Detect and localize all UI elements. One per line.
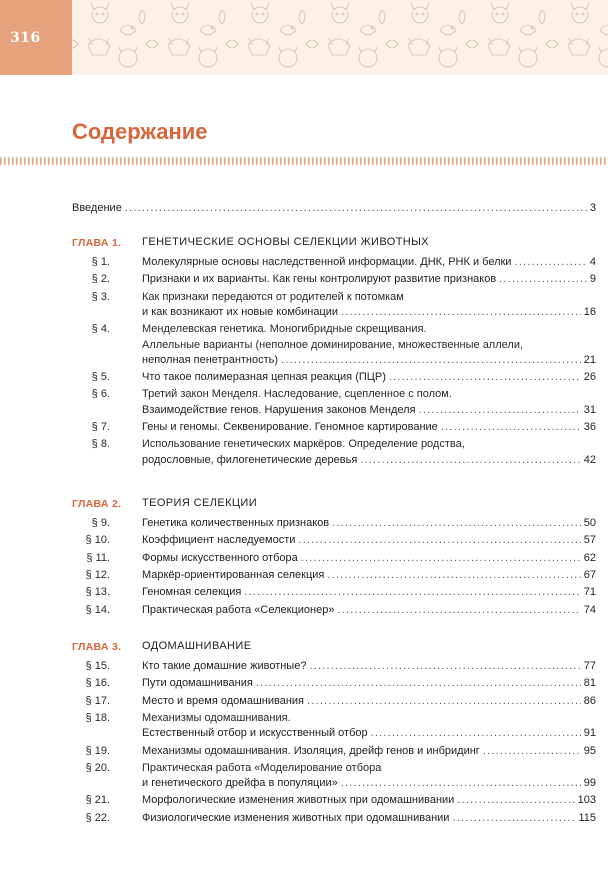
section-number: § 21. — [85, 794, 110, 807]
section-number: § 22. — [85, 811, 110, 824]
chapter-label: ГЛАВА 2. — [72, 498, 122, 510]
leader-dots — [327, 568, 580, 582]
toc-entry-line — [142, 255, 596, 269]
toc-page-number: 74 — [583, 603, 596, 616]
toc-page-number: 95 — [583, 744, 596, 757]
toc-entry-text: и как возникают их новые комбинации — [142, 305, 339, 318]
chapter-label: ГЛАВА 3. — [72, 641, 122, 653]
chapter-title: ГЕНЕТИЧЕСКИЕ ОСНОВЫ СЕЛЕКЦИИ ЖИВОТНЫХ — [142, 236, 430, 248]
leader-dots — [360, 453, 580, 467]
section-number: § 19. — [85, 744, 110, 757]
leader-dots — [419, 403, 581, 417]
toc-entry-text: Введение — [72, 202, 122, 214]
toc-entry-line — [142, 694, 596, 708]
title-divider — [0, 157, 608, 165]
toc-entry-text: Формы искусственного отбора — [142, 551, 298, 564]
toc-entry-text: Физиологические изменения животных при одомашнивании — [142, 811, 450, 824]
toc-entry-line — [142, 403, 596, 417]
toc-page-number: 42 — [583, 453, 596, 466]
toc-entry-text: Место и время одомашнивания — [142, 694, 304, 707]
toc-entry-text: Взаимодействие генов. Нарушения законов Менделя — [142, 403, 416, 416]
toc-entry-text: Генетика количественных признаков — [142, 517, 330, 529]
toc-entry-line — [142, 370, 596, 384]
page-title: Содержание — [72, 119, 208, 144]
toc-page-number: 9 — [589, 273, 596, 286]
toc-page-number: 67 — [583, 568, 596, 581]
leader-dots — [452, 811, 575, 825]
toc-entry-text: Механизмы одомашнивания. Изоляция, дрейф генов и инбридинг — [142, 744, 480, 757]
toc-entry-text: Морфологические изменения животных при одомашнивании — [142, 794, 455, 807]
leader-dots — [309, 659, 580, 673]
toc-page-number: 50 — [583, 517, 596, 529]
leader-dots — [371, 726, 581, 740]
toc-entry-line — [142, 744, 596, 758]
toc-page-number: 3 — [589, 202, 596, 214]
toc-entry-text: Признаки и их варианты. Как гены контролируют развитие признаков — [142, 273, 497, 286]
toc-entry-line — [142, 659, 596, 673]
toc-entry-line — [142, 776, 596, 790]
leader-dots — [514, 255, 586, 269]
page-number-box — [0, 0, 72, 75]
toc-page-number: 16 — [583, 305, 596, 318]
toc-entry-text: Практическая работа «Моделирование отбора — [142, 761, 382, 774]
toc-page-number: 71 — [583, 586, 596, 599]
toc-entry-line — [142, 516, 596, 530]
toc-page-number: 4 — [589, 256, 596, 268]
toc-entry-line — [142, 353, 596, 367]
toc-entry-line — [142, 551, 596, 565]
toc-page-number: 86 — [583, 694, 596, 707]
toc-page-number: 99 — [583, 777, 596, 790]
section-number: § 17. — [85, 694, 110, 707]
toc-entry-text: Коэффициент наследуемости — [142, 534, 296, 547]
chapter-title: ОДОМАШНИВАНИЕ — [142, 640, 252, 652]
toc-entry-line — [142, 585, 596, 599]
toc-entry-line — [142, 305, 596, 319]
leader-dots — [244, 585, 580, 599]
page-number: 316 — [10, 30, 41, 46]
leader-dots — [441, 420, 581, 434]
leader-dots — [332, 516, 581, 530]
toc-entry-text: Механизмы одомашнивания. — [142, 711, 291, 724]
section-number: § 6. — [91, 388, 110, 401]
toc-entry-line — [142, 533, 596, 547]
toc-entry-line — [142, 568, 596, 582]
toc-entry-text: Как признаки передаются от родителей к потомкам — [142, 290, 404, 303]
section-number: § 7. — [91, 421, 110, 433]
leader-dots — [125, 201, 587, 215]
toc-entry-text: Естественный отбор и искусственный отбор — [142, 727, 368, 740]
section-number: § 20. — [85, 761, 110, 774]
header-banner — [0, 0, 608, 75]
section-number: § 14. — [85, 603, 110, 616]
toc-entry-line — [142, 272, 596, 286]
toc-page-number: 103 — [577, 794, 596, 807]
section-number: § 13. — [85, 586, 110, 599]
leader-dots — [281, 353, 581, 367]
toc-entry-text: Третий закон Менделя. Наследование, сцепленное с полом. — [142, 388, 452, 401]
toc-page-number: 36 — [583, 421, 596, 433]
toc-entry-text: Менделевская генетика. Моногибридные скрещивания. — [142, 323, 427, 336]
toc-entry-line — [142, 726, 596, 740]
toc-entry-text: Практическая работа «Селекционер» — [142, 603, 335, 616]
section-number: § 12. — [85, 568, 110, 581]
section-number: § 15. — [85, 660, 110, 672]
toc-entry-line — [142, 603, 596, 617]
section-number: § 3. — [91, 290, 110, 303]
toc-entry-text: Аллельные варианты (неполное доминирование, множественные аллели, — [142, 338, 524, 351]
toc-entry-text: Гены и геномы. Секвенирование. Геномное картирование — [142, 421, 438, 433]
section-number: § 2. — [91, 273, 110, 286]
toc-page-number: 57 — [583, 534, 596, 547]
toc-entry-text: Пути одомашнивания — [142, 677, 253, 690]
toc-entry-line — [142, 811, 596, 825]
section-number: § 18. — [85, 711, 110, 724]
animal-pattern-decoration — [0, 0, 608, 75]
toc-entry-text: Использование генетических маркёров. Определение родства, — [142, 438, 465, 451]
toc-page-number: 26 — [583, 371, 596, 384]
section-number: § 10. — [85, 534, 110, 547]
toc-entry-text: Геномная селекция — [142, 586, 242, 599]
section-number: § 1. — [91, 256, 110, 268]
toc-entry-text: неполная пенетрантность) — [142, 353, 279, 366]
leader-dots — [483, 744, 581, 758]
leader-dots — [499, 272, 587, 286]
toc-entry-line — [142, 453, 596, 467]
toc-page-number: 81 — [583, 677, 596, 690]
section-number: § 4. — [91, 323, 110, 336]
leader-dots — [457, 793, 574, 807]
leader-dots — [298, 533, 580, 547]
leader-dots — [256, 676, 581, 690]
toc-entry-line — [72, 201, 596, 215]
section-number: § 16. — [85, 677, 110, 690]
toc-page-number: 31 — [583, 403, 596, 416]
section-number: § 8. — [91, 438, 110, 451]
chapter-label: ГЛАВА 1. — [72, 237, 122, 249]
toc-entry-line — [142, 420, 596, 434]
toc-entry-line — [142, 793, 596, 807]
toc-entry-text: Кто такие домашние животные? — [142, 660, 307, 672]
toc-page-number: 77 — [583, 660, 596, 672]
section-number: § 5. — [91, 371, 110, 384]
toc-entry-text: Маркёр-ориентированная селекция — [142, 568, 325, 581]
toc-entry-line — [142, 676, 596, 690]
toc-entry-text: и генетического дрейфа в популяции» — [142, 777, 338, 790]
leader-dots — [307, 694, 581, 708]
leader-dots — [337, 603, 580, 617]
toc-entry-text: Что такое полимеразная цепная реакция (ПЦР) — [142, 371, 386, 384]
leader-dots — [301, 551, 581, 565]
toc-page-number: 62 — [583, 551, 596, 564]
section-number: § 9. — [91, 517, 110, 529]
toc-page-number: 21 — [583, 353, 596, 366]
toc-page-number: 115 — [578, 811, 596, 824]
toc-entry-text: родословные, филогенетические деревья — [142, 453, 358, 466]
leader-dots — [389, 370, 581, 384]
toc-page-number: 91 — [583, 727, 596, 740]
chapter-title: ТЕОРИЯ СЕЛЕКЦИИ — [142, 497, 258, 509]
section-number: § 11. — [86, 551, 110, 564]
leader-dots — [341, 305, 581, 319]
toc-entry-text: Молекулярные основы наследственной информации. ДНК, РНК и белки — [142, 256, 512, 268]
leader-dots — [341, 776, 581, 790]
